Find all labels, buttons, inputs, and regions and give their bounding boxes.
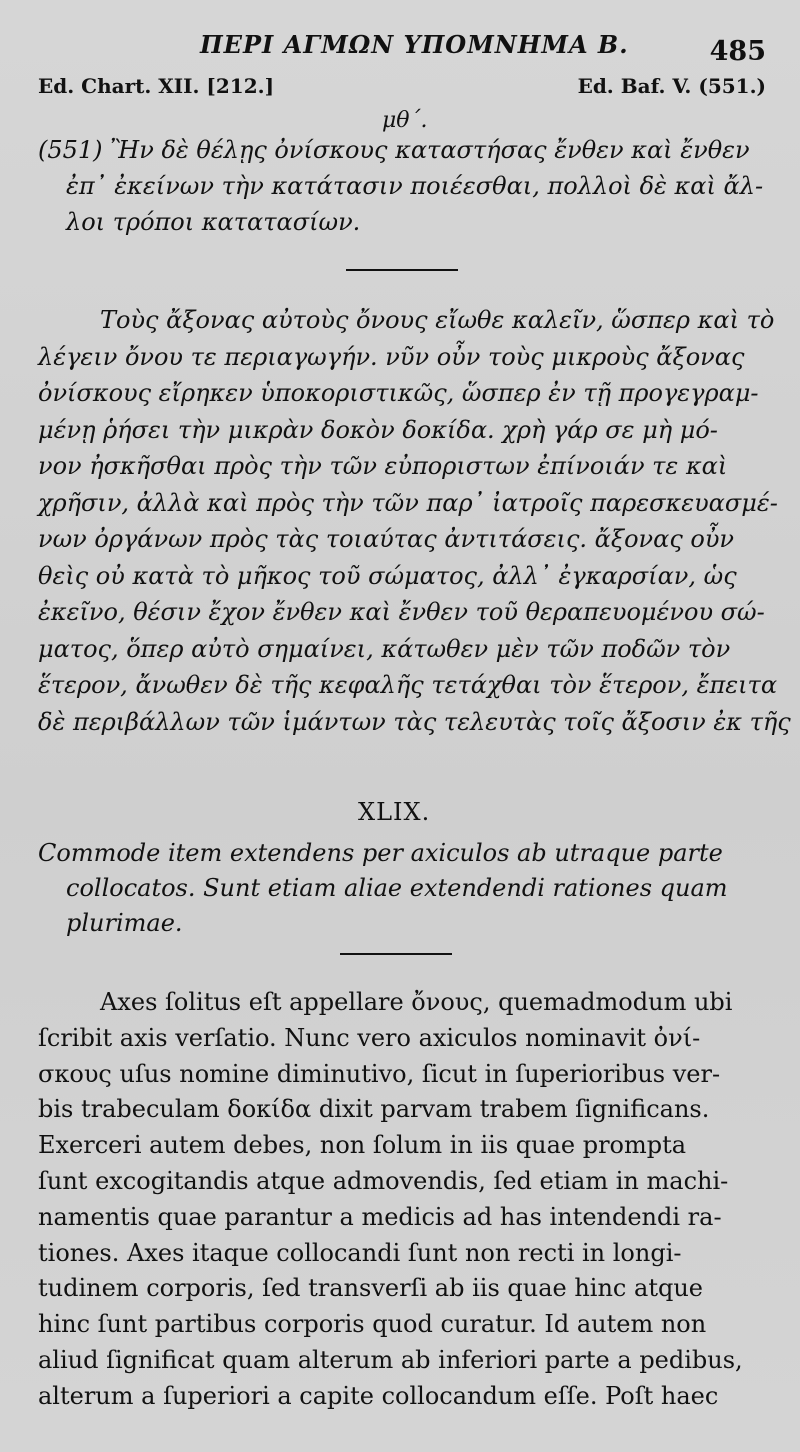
greek-commentary-line: Τοὺς ἄξονας αὐτοὺς ὄνους εἴωθε καλεῖν, ὥσπερ καὶ τὸ bbox=[100, 306, 775, 334]
greek-commentary-line: δὲ περιβάλλων τῶν ἱμάντων τὰς τελευτὰς τοῖς ἄξοσιν ἐκ τῆς bbox=[38, 707, 791, 736]
latin-commentary-line: tudinem corporis, ſed transverſi ab iis quae hinc atque bbox=[38, 1274, 703, 1303]
greek-section-number: μθ΄. bbox=[382, 108, 428, 133]
latin-commentary-line: Exerceri autem debes, non ſolum in iis quae prompta bbox=[38, 1131, 687, 1160]
latin-commentary bbox=[38, 985, 766, 1415]
greek-lemma-line: (551) Ἢν δὲ θέλῃς ὀνίσκους καταστήσας ἔνθεν καὶ ἔνθεν bbox=[38, 136, 750, 164]
latin-commentary-line: aliud ſignificat quam alterum ab inferiori parte a pedibus, bbox=[38, 1345, 743, 1374]
greek-lemma-line: λοι τρόποι κατατασίων. bbox=[66, 208, 361, 236]
greek-commentary-line: μένῃ ῥήσει τὴν μικρὰν δοκὸν δοκίδα. χρὴ γάρ σε μὴ μό- bbox=[38, 415, 718, 444]
latin-commentary-line: tiones. Axes itaque collocandi ſunt non recti in longi- bbox=[38, 1238, 682, 1267]
latin-commentary-line: hinc ſunt partibus corporis quod curatur. Id autem non bbox=[38, 1310, 707, 1339]
edition-reference-chartier: Ed. Chart. XII. [212.] bbox=[38, 74, 275, 98]
latin-commentary-line: ſcribit axis verſatio. Nunc vero axiculos nominavit ὀνί- bbox=[38, 1023, 701, 1052]
greek-commentary bbox=[38, 302, 791, 740]
greek-commentary-line: ὀνίσκους εἴρηκεν ὑποκοριστικῶς, ὥσπερ ἐν τῇ προγεγραμ- bbox=[38, 379, 759, 407]
edition-reference-basel: Ed. Baf. V. (551.) bbox=[577, 74, 766, 98]
latin-commentary-line: σκους uſus nomine diminutivo, ſicut in ſuperioribus ver- bbox=[38, 1059, 721, 1088]
greek-lemma-line: ἐπ᾽ ἐκείνων τὴν κατάτασιν ποιέεσθαι, πολλοὶ δὲ καὶ ἄλ- bbox=[66, 172, 764, 200]
section-divider bbox=[340, 953, 452, 955]
latin-commentary-line: bis trabeculam δοκίδα dixit parvam trabem ſignificans. bbox=[38, 1095, 710, 1124]
latin-commentary-line: Axes ſolitus eſt appellare ὄνους, quemadmodum ubi bbox=[100, 988, 733, 1016]
greek-commentary-line: νον ἠσκῆσθαι πρὸς τὴν τῶν εὐποριστων ἐπίνοιάν τε καὶ bbox=[38, 452, 728, 480]
latin-commentary-line: namentis quae parantur a medicis ad has intendendi ra- bbox=[38, 1202, 722, 1231]
latin-lemma bbox=[38, 836, 766, 941]
running-title: ΠΕΡΙ ΑΓΜΩΝ ΥΠΟΜΝΗΜΑ Β. bbox=[200, 30, 629, 59]
latin-lemma-line: Commode item extendens per axiculos ab utraque parte bbox=[38, 839, 723, 867]
greek-commentary-line: χρῆσιν, ἀλλὰ καὶ πρὸς τὴν τῶν παρ᾽ ἰατροῖς παρεσκευασμέ- bbox=[38, 488, 778, 517]
greek-commentary-line: λέγειν ὄνου τε περιαγωγήν. νῦν οὖν τοὺς μικροὺς ἄξονας bbox=[38, 342, 745, 371]
latin-lemma-line: collocatos. Sunt etiam aliae extendendi rationes quam bbox=[66, 874, 728, 902]
greek-commentary-line: νων ὀργάνων πρὸς τὰς τοιαύτας ἀντιτάσεις. ἄξονας οὖν bbox=[38, 525, 735, 553]
latin-commentary-line: alterum a ſuperiori a capite collocandum eſſe. Poſt haec bbox=[38, 1381, 719, 1410]
greek-commentary-line: ἕτερον, ἄνωθεν δὲ τῆς κεφαλῆς τετάχθαι τὸν ἕτερον, ἔπειτα bbox=[38, 671, 778, 699]
section-divider bbox=[346, 269, 458, 271]
latin-lemma-line: plurimae. bbox=[66, 909, 183, 937]
greek-commentary-line: θεὶς οὐ κατὰ τὸ μῆκος τοῦ σώματος, ἀλλ᾽ ἐγκαρσίαν, ὡς bbox=[38, 561, 737, 590]
greek-commentary-line: ματος, ὅπερ αὐτὸ σημαίνει, κάτωθεν μὲν τῶν ποδῶν τὸν bbox=[38, 634, 731, 663]
greek-commentary-line: ἐκεῖνο, θέσιν ἔχον ἔνθεν καὶ ἔνθεν τοῦ θεραπευομένου σώ- bbox=[38, 598, 765, 626]
latin-section-number: XLIX. bbox=[358, 798, 431, 826]
page-number: 485 bbox=[709, 36, 766, 67]
latin-commentary-line: ſunt excogitandis atque admovendis, ſed etiam in machi- bbox=[38, 1166, 729, 1195]
greek-lemma bbox=[38, 132, 766, 240]
